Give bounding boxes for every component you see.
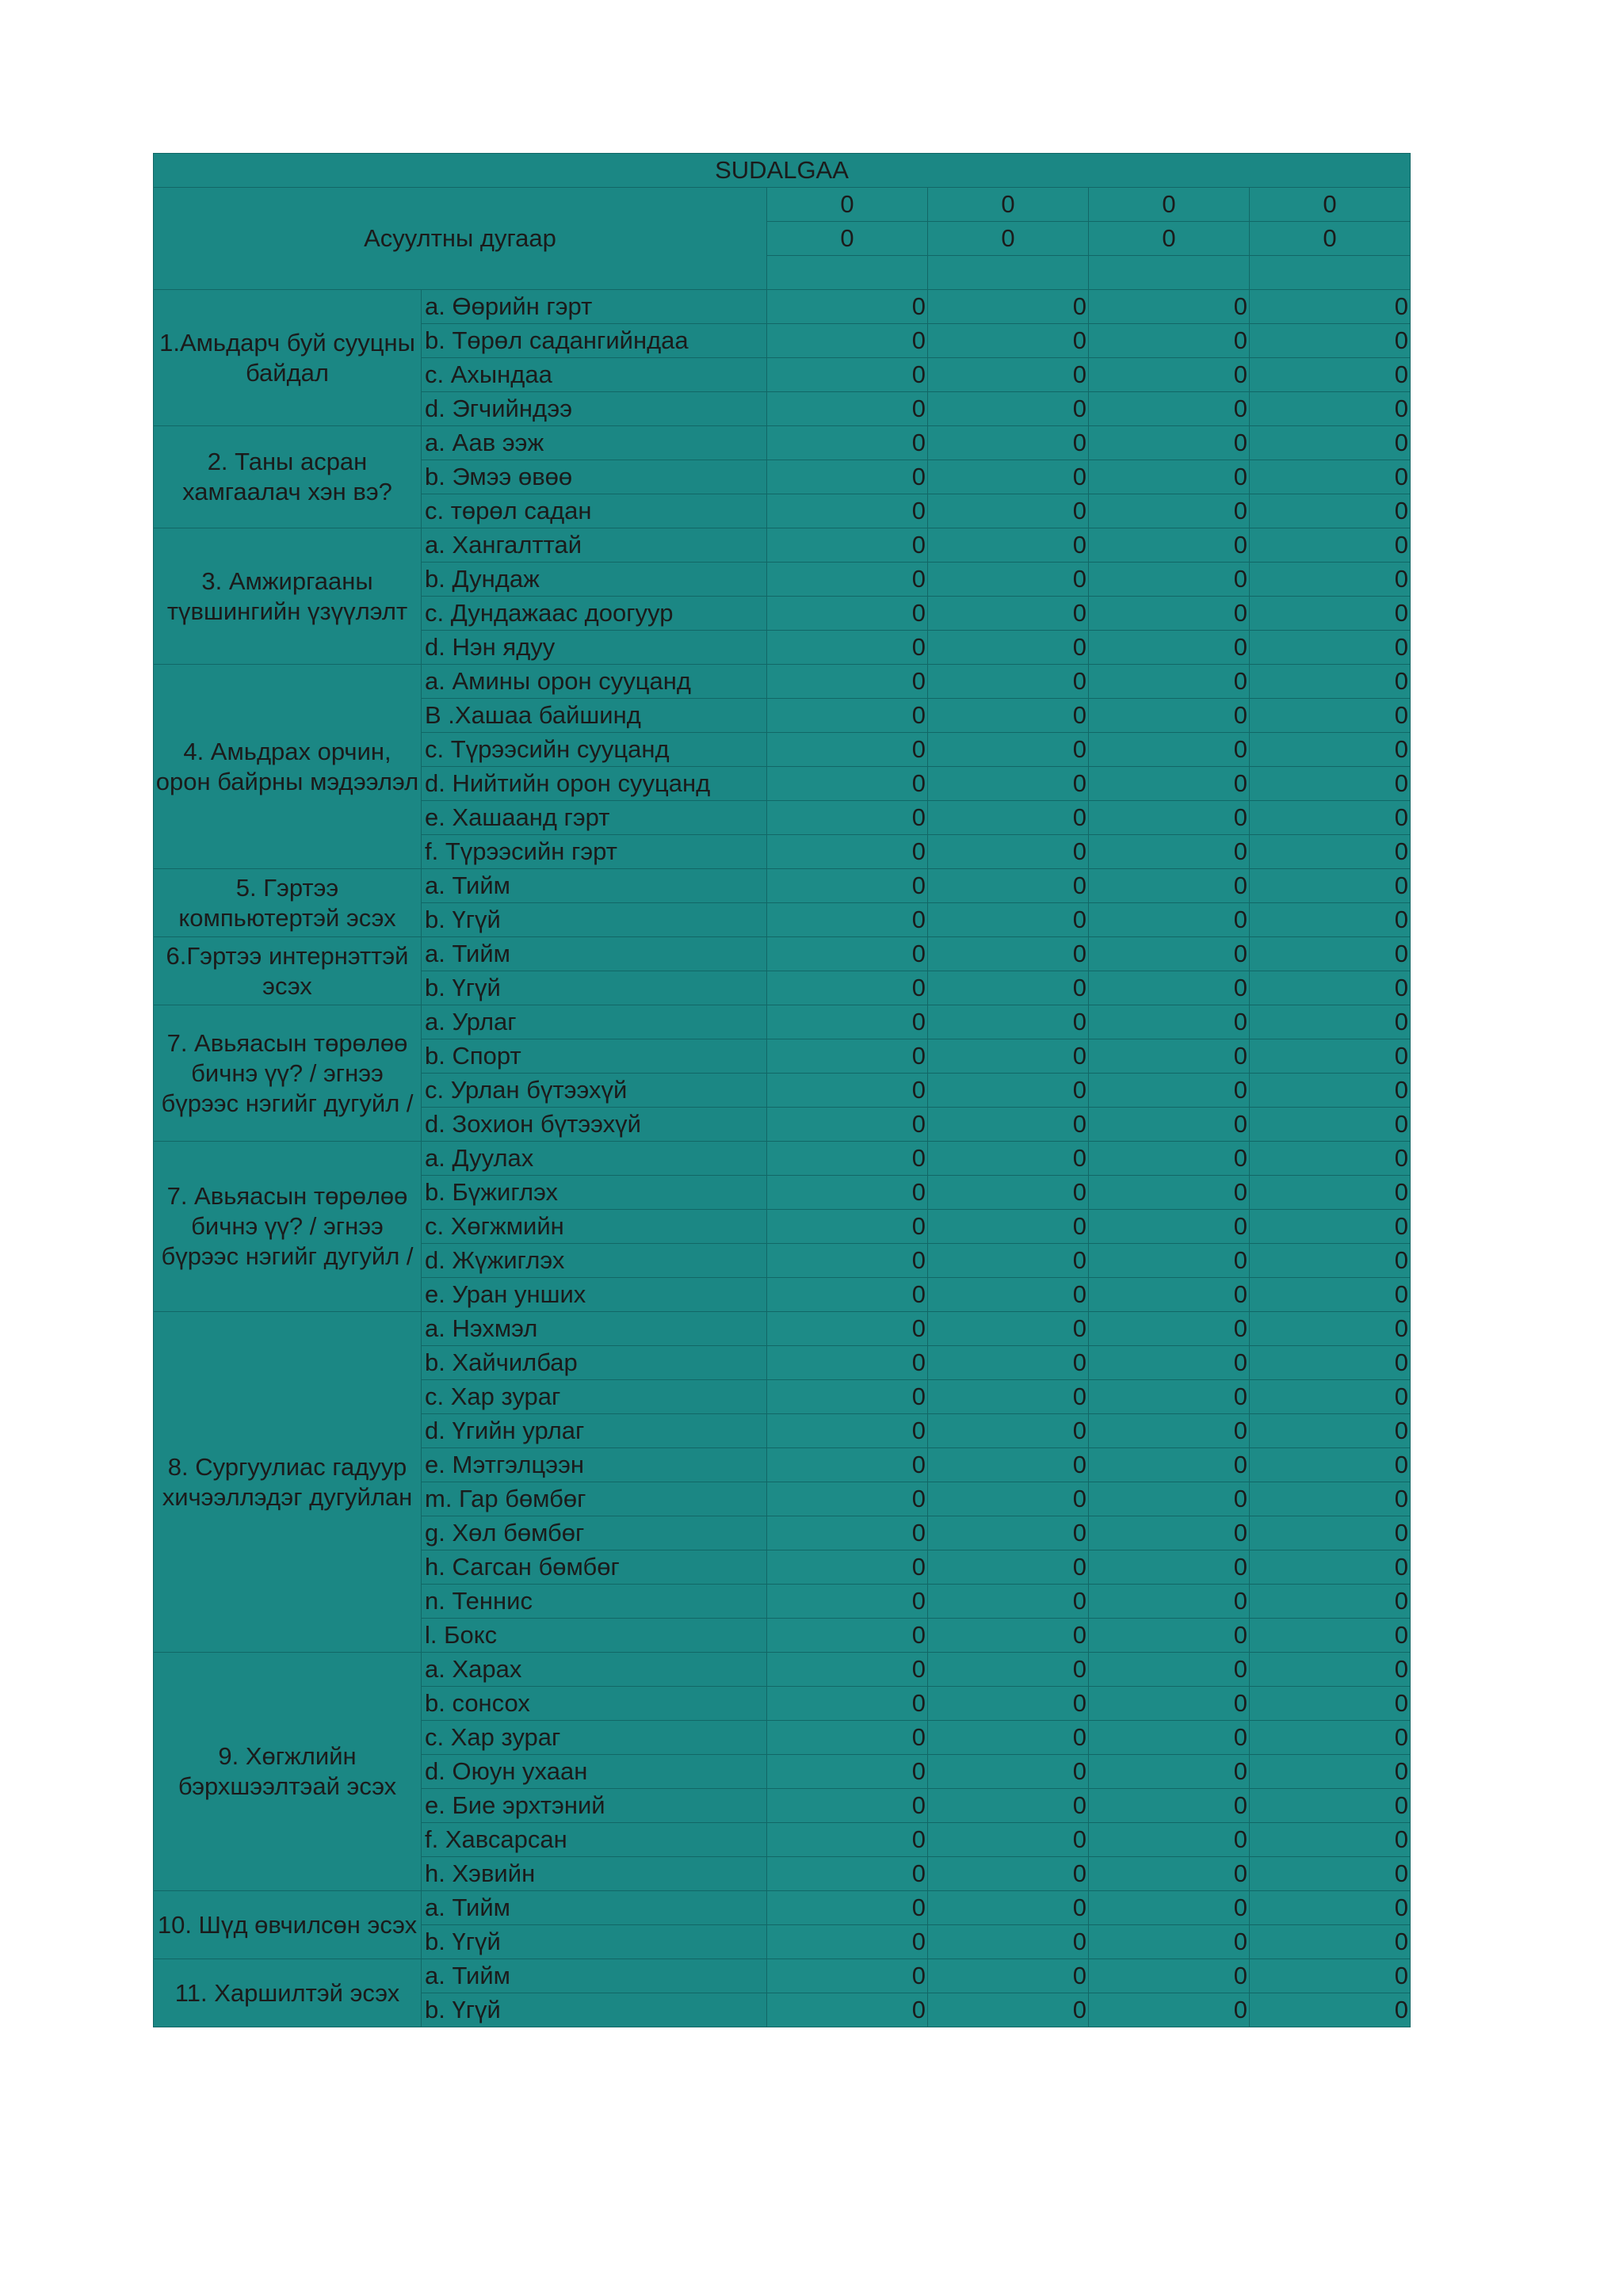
value-cell: 0 [928, 1653, 1089, 1687]
value-cell: 0 [928, 1380, 1089, 1414]
value-cell: 0 [1250, 665, 1411, 699]
value-cell: 0 [928, 1755, 1089, 1789]
value-cell: 0 [767, 1482, 928, 1516]
value-cell: 0 [1089, 1687, 1250, 1721]
question-label: 11. Харшилтэй эсэх [154, 1959, 422, 2027]
value-cell: 0 [767, 1005, 928, 1039]
value-cell: 0 [1250, 971, 1411, 1005]
header-cell [1089, 256, 1250, 290]
option-label: d. Үгийн урлаг [422, 1414, 767, 1448]
value-cell: 0 [1250, 1823, 1411, 1857]
value-cell: 0 [1089, 835, 1250, 869]
value-cell: 0 [767, 1823, 928, 1857]
value-cell: 0 [1089, 528, 1250, 563]
value-cell: 0 [1250, 937, 1411, 971]
question-label: 7. Авьяасын төрөлөө бичнэ үү? / эгнээ бүрээс нэгийг дугуйл / [154, 1142, 422, 1312]
option-label: a. Тийм [422, 937, 767, 971]
value-cell: 0 [928, 699, 1089, 733]
question-label: 10. Шүд өвчилсөн эсэх [154, 1891, 422, 1959]
value-cell: 0 [928, 1721, 1089, 1755]
table-row [154, 1959, 1411, 1993]
option-label: a. Харах [422, 1653, 767, 1687]
value-cell: 0 [767, 1108, 928, 1142]
value-cell: 0 [767, 1278, 928, 1312]
value-cell: 0 [1089, 801, 1250, 835]
option-label: d. Зохион бүтээхүй [422, 1108, 767, 1142]
option-label: d. Нэн ядуу [422, 631, 767, 665]
value-cell: 0 [767, 1039, 928, 1074]
value-cell: 0 [928, 597, 1089, 631]
value-cell: 0 [1250, 1993, 1411, 2027]
value-cell: 0 [767, 1959, 928, 1993]
option-label: m. Гар бөмбөг [422, 1482, 767, 1516]
value-cell: 0 [928, 1789, 1089, 1823]
option-label: a. Тийм [422, 1891, 767, 1925]
value-cell: 0 [767, 903, 928, 937]
value-cell: 0 [928, 1925, 1089, 1959]
value-cell: 0 [767, 1244, 928, 1278]
value-cell: 0 [767, 767, 928, 801]
value-cell: 0 [928, 937, 1089, 971]
value-cell: 0 [1089, 1074, 1250, 1108]
value-cell: 0 [1089, 1516, 1250, 1550]
value-cell: 0 [1089, 733, 1250, 767]
value-cell: 0 [1089, 1925, 1250, 1959]
header-row-1 [154, 188, 1411, 222]
question-label: 7. Авьяасын төрөлөө бичнэ үү? / эгнээ бүрээс нэгийг дугуйл / [154, 1005, 422, 1142]
value-cell: 0 [767, 1619, 928, 1653]
value-cell: 0 [767, 1142, 928, 1176]
option-label: d. Нийтийн орон сууцанд [422, 767, 767, 801]
value-cell: 0 [1250, 1482, 1411, 1516]
option-label: a. Тийм [422, 1959, 767, 1993]
sheet-title: SUDALGAA [154, 154, 1411, 188]
option-label: f. Түрээсийн гэрт [422, 835, 767, 869]
value-cell: 0 [1250, 1687, 1411, 1721]
value-cell: 0 [767, 1448, 928, 1482]
value-cell: 0 [1250, 1414, 1411, 1448]
value-cell: 0 [767, 1925, 928, 1959]
table-row [154, 1653, 1411, 1687]
question-number-header: Асуултны дугаар [154, 188, 767, 290]
value-cell: 0 [928, 1312, 1089, 1346]
value-cell: 0 [1089, 1891, 1250, 1925]
value-cell: 0 [767, 324, 928, 358]
option-label: b. Хайчилбар [422, 1346, 767, 1380]
value-cell: 0 [1250, 1176, 1411, 1210]
value-cell: 0 [1250, 392, 1411, 426]
option-label: h. Сагсан бөмбөг [422, 1550, 767, 1585]
value-cell: 0 [928, 1891, 1089, 1925]
value-cell: 0 [767, 971, 928, 1005]
value-cell: 0 [928, 358, 1089, 392]
option-label: c. Түрээсийн сууцанд [422, 733, 767, 767]
option-label: b. Бүжиглэх [422, 1176, 767, 1210]
value-cell: 0 [1250, 1721, 1411, 1755]
option-label: c. Хөгжмийн [422, 1210, 767, 1244]
option-label: a. Хангалттай [422, 528, 767, 563]
value-cell: 0 [767, 733, 928, 767]
value-cell: 0 [928, 1039, 1089, 1074]
value-cell: 0 [767, 1993, 928, 2027]
table-row [154, 1142, 1411, 1176]
value-cell: 0 [1089, 1210, 1250, 1244]
value-cell: 0 [928, 1448, 1089, 1482]
value-cell: 0 [1250, 358, 1411, 392]
value-cell: 0 [928, 460, 1089, 494]
value-cell: 0 [1089, 937, 1250, 971]
value-cell: 0 [1089, 426, 1250, 460]
value-cell: 0 [767, 1789, 928, 1823]
value-cell: 0 [767, 801, 928, 835]
header-cell: 0 [767, 188, 928, 222]
value-cell: 0 [928, 767, 1089, 801]
option-label: c. Хар зураг [422, 1380, 767, 1414]
value-cell: 0 [767, 528, 928, 563]
table-row [154, 1312, 1411, 1346]
value-cell: 0 [1250, 1346, 1411, 1380]
header-cell [767, 256, 928, 290]
value-cell: 0 [1250, 835, 1411, 869]
option-label: f. Хавсарсан [422, 1823, 767, 1857]
value-cell: 0 [767, 1414, 928, 1448]
option-label: b. Дундаж [422, 563, 767, 597]
value-cell: 0 [928, 1278, 1089, 1312]
value-cell: 0 [1089, 1755, 1250, 1789]
value-cell: 0 [1250, 1653, 1411, 1687]
value-cell: 0 [1250, 324, 1411, 358]
value-cell: 0 [767, 1312, 928, 1346]
value-cell: 0 [767, 1516, 928, 1550]
value-cell: 0 [928, 1210, 1089, 1244]
value-cell: 0 [1089, 494, 1250, 528]
value-cell: 0 [1250, 1925, 1411, 1959]
value-cell: 0 [1250, 1005, 1411, 1039]
table-row [154, 1005, 1411, 1039]
value-cell: 0 [1250, 1278, 1411, 1312]
option-label: l. Бокс [422, 1619, 767, 1653]
option-label: e. Бие эрхтэний [422, 1789, 767, 1823]
header-cell: 0 [1250, 222, 1411, 256]
option-label: a. Дуулах [422, 1142, 767, 1176]
value-cell: 0 [928, 1482, 1089, 1516]
value-cell: 0 [1089, 631, 1250, 665]
option-label: b. Үгүй [422, 1993, 767, 2027]
option-label: b. Спорт [422, 1039, 767, 1074]
question-label: 4. Амьдрах орчин, орон байрны мэдээлэл [154, 665, 422, 869]
value-cell: 0 [1089, 563, 1250, 597]
value-cell: 0 [1089, 869, 1250, 903]
value-cell: 0 [767, 426, 928, 460]
value-cell: 0 [767, 1653, 928, 1687]
value-cell: 0 [1250, 1244, 1411, 1278]
header-cell: 0 [928, 222, 1089, 256]
option-label: e. Хашаанд гэрт [422, 801, 767, 835]
question-label: 3. Амжиргааны түвшингийн үзүүлэлт [154, 528, 422, 665]
value-cell: 0 [767, 631, 928, 665]
value-cell: 0 [767, 1380, 928, 1414]
value-cell: 0 [1250, 1789, 1411, 1823]
value-cell: 0 [1089, 1823, 1250, 1857]
value-cell: 0 [767, 494, 928, 528]
value-cell: 0 [928, 1176, 1089, 1210]
value-cell: 0 [767, 1687, 928, 1721]
value-cell: 0 [1089, 1789, 1250, 1823]
value-cell: 0 [1089, 1653, 1250, 1687]
value-cell: 0 [1089, 1550, 1250, 1585]
value-cell: 0 [928, 1993, 1089, 2027]
option-label: b. Үгүй [422, 971, 767, 1005]
value-cell: 0 [1089, 1346, 1250, 1380]
value-cell: 0 [767, 290, 928, 324]
value-cell: 0 [1250, 1142, 1411, 1176]
value-cell: 0 [928, 1550, 1089, 1585]
value-cell: 0 [1250, 733, 1411, 767]
value-cell: 0 [1089, 324, 1250, 358]
value-cell: 0 [1250, 1585, 1411, 1619]
table-row [154, 528, 1411, 563]
value-cell: 0 [1089, 1278, 1250, 1312]
value-cell: 0 [767, 1176, 928, 1210]
value-cell: 0 [1089, 392, 1250, 426]
option-label: n. Теннис [422, 1585, 767, 1619]
value-cell: 0 [1089, 358, 1250, 392]
value-cell: 0 [1250, 460, 1411, 494]
value-cell: 0 [1250, 290, 1411, 324]
question-label: 5. Гэртээ компьютертэй эсэх [154, 869, 422, 937]
value-cell: 0 [1250, 1619, 1411, 1653]
option-label: a. Өөрийн гэрт [422, 290, 767, 324]
table-row [154, 665, 1411, 699]
header-cell [1250, 256, 1411, 290]
value-cell: 0 [1089, 597, 1250, 631]
value-cell: 0 [1089, 1619, 1250, 1653]
value-cell: 0 [1089, 699, 1250, 733]
value-cell: 0 [1089, 1108, 1250, 1142]
value-cell: 0 [767, 1550, 928, 1585]
value-cell: 0 [767, 460, 928, 494]
value-cell: 0 [1089, 1857, 1250, 1891]
option-label: b. Эмээ өвөө [422, 460, 767, 494]
value-cell: 0 [928, 563, 1089, 597]
option-label: a. Амины орон сууцанд [422, 665, 767, 699]
value-cell: 0 [1250, 1312, 1411, 1346]
value-cell: 0 [1089, 1380, 1250, 1414]
header-cell: 0 [928, 188, 1089, 222]
value-cell: 0 [1250, 528, 1411, 563]
value-cell: 0 [928, 1857, 1089, 1891]
value-cell: 0 [1089, 767, 1250, 801]
table-row [154, 290, 1411, 324]
survey-table [153, 153, 1411, 2027]
value-cell: 0 [767, 1585, 928, 1619]
header-cell: 0 [767, 222, 928, 256]
value-cell: 0 [1089, 903, 1250, 937]
value-cell: 0 [1250, 1516, 1411, 1550]
value-cell: 0 [1089, 665, 1250, 699]
value-cell: 0 [928, 903, 1089, 937]
value-cell: 0 [1089, 460, 1250, 494]
value-cell: 0 [1089, 1176, 1250, 1210]
value-cell: 0 [928, 971, 1089, 1005]
header-cell: 0 [1089, 222, 1250, 256]
value-cell: 0 [928, 631, 1089, 665]
value-cell: 0 [928, 1414, 1089, 1448]
value-cell: 0 [767, 1210, 928, 1244]
value-cell: 0 [767, 1346, 928, 1380]
question-label: 6.Гэртээ интернэттэй эсэх [154, 937, 422, 1005]
value-cell: 0 [1250, 1755, 1411, 1789]
value-cell: 0 [767, 835, 928, 869]
value-cell: 0 [1250, 1074, 1411, 1108]
value-cell: 0 [928, 1074, 1089, 1108]
value-cell: 0 [928, 801, 1089, 835]
value-cell: 0 [767, 869, 928, 903]
value-cell: 0 [928, 1619, 1089, 1653]
option-label: c. Ахындаа [422, 358, 767, 392]
value-cell: 0 [1089, 1721, 1250, 1755]
value-cell: 0 [1089, 1959, 1250, 1993]
option-label: c. Хар зураг [422, 1721, 767, 1755]
option-label: d. Жүжиглэх [422, 1244, 767, 1278]
value-cell: 0 [1089, 1312, 1250, 1346]
value-cell: 0 [1089, 1142, 1250, 1176]
value-cell: 0 [1089, 290, 1250, 324]
option-label: d. Эгчийндээ [422, 392, 767, 426]
value-cell: 0 [1250, 426, 1411, 460]
value-cell: 0 [928, 665, 1089, 699]
value-cell: 0 [928, 1516, 1089, 1550]
value-cell: 0 [767, 1891, 928, 1925]
option-label: c. Дундажаас доогуур [422, 597, 767, 631]
header-cell [928, 256, 1089, 290]
option-label: a. Урлаг [422, 1005, 767, 1039]
table-row [154, 426, 1411, 460]
header-cell: 0 [1250, 188, 1411, 222]
value-cell: 0 [928, 528, 1089, 563]
value-cell: 0 [1250, 1550, 1411, 1585]
value-cell: 0 [767, 1755, 928, 1789]
question-label: 2. Таны асран хамгаалач хэн вэ? [154, 426, 422, 528]
option-label: b. сонсох [422, 1687, 767, 1721]
value-cell: 0 [1250, 1210, 1411, 1244]
option-label: c. Урлан бүтээхүй [422, 1074, 767, 1108]
value-cell: 0 [928, 869, 1089, 903]
value-cell: 0 [928, 1959, 1089, 1993]
value-cell: 0 [1250, 1857, 1411, 1891]
value-cell: 0 [767, 597, 928, 631]
value-cell: 0 [928, 324, 1089, 358]
value-cell: 0 [1250, 1891, 1411, 1925]
value-cell: 0 [767, 392, 928, 426]
value-cell: 0 [1250, 1108, 1411, 1142]
table-row [154, 937, 1411, 971]
value-cell: 0 [1089, 1005, 1250, 1039]
value-cell: 0 [1250, 494, 1411, 528]
value-cell: 0 [1089, 1244, 1250, 1278]
option-label: e. Мэтгэлцээн [422, 1448, 767, 1482]
value-cell: 0 [1250, 869, 1411, 903]
option-label: a. Тийм [422, 869, 767, 903]
value-cell: 0 [1089, 1039, 1250, 1074]
value-cell: 0 [1250, 801, 1411, 835]
value-cell: 0 [928, 1585, 1089, 1619]
option-label: b. Үгүй [422, 1925, 767, 1959]
value-cell: 0 [767, 1857, 928, 1891]
option-label: b. Үгүй [422, 903, 767, 937]
option-label: h. Хэвийн [422, 1857, 767, 1891]
value-cell: 0 [1089, 1585, 1250, 1619]
value-cell: 0 [928, 1346, 1089, 1380]
value-cell: 0 [928, 1823, 1089, 1857]
value-cell: 0 [1089, 1448, 1250, 1482]
option-label: a. Нэхмэл [422, 1312, 767, 1346]
value-cell: 0 [928, 392, 1089, 426]
value-cell: 0 [1250, 767, 1411, 801]
value-cell: 0 [928, 1244, 1089, 1278]
option-label: g. Хөл бөмбөг [422, 1516, 767, 1550]
value-cell: 0 [928, 290, 1089, 324]
value-cell: 0 [767, 1074, 928, 1108]
value-cell: 0 [928, 494, 1089, 528]
value-cell: 0 [1089, 1993, 1250, 2027]
value-cell: 0 [1089, 1482, 1250, 1516]
value-cell: 0 [767, 358, 928, 392]
value-cell: 0 [767, 1721, 928, 1755]
value-cell: 0 [1089, 971, 1250, 1005]
value-cell: 0 [928, 426, 1089, 460]
value-cell: 0 [928, 1005, 1089, 1039]
value-cell: 0 [1250, 1380, 1411, 1414]
question-label: 8. Сургуулиас гадуур хичээллэдэг дугуйлан [154, 1312, 422, 1653]
question-label: 1.Амьдарч буй сууцны байдал [154, 290, 422, 426]
value-cell: 0 [1250, 903, 1411, 937]
value-cell: 0 [1250, 631, 1411, 665]
table-row [154, 1891, 1411, 1925]
value-cell: 0 [1250, 1959, 1411, 1993]
value-cell: 0 [928, 733, 1089, 767]
value-cell: 0 [928, 1108, 1089, 1142]
value-cell: 0 [928, 1142, 1089, 1176]
option-label: a. Аав ээж [422, 426, 767, 460]
question-label: 9. Хөгжлийн бэрхшээлтэай эсэх [154, 1653, 422, 1891]
value-cell: 0 [928, 835, 1089, 869]
header-cell: 0 [1089, 188, 1250, 222]
title-row [154, 154, 1411, 188]
option-label: B .Хашаа байшинд [422, 699, 767, 733]
option-label: e. Уран унших [422, 1278, 767, 1312]
value-cell: 0 [1250, 699, 1411, 733]
value-cell: 0 [767, 563, 928, 597]
value-cell: 0 [1250, 1039, 1411, 1074]
value-cell: 0 [1250, 597, 1411, 631]
value-cell: 0 [1089, 1414, 1250, 1448]
option-label: b. Төрөл садангийндаа [422, 324, 767, 358]
value-cell: 0 [1250, 1448, 1411, 1482]
value-cell: 0 [767, 665, 928, 699]
option-label: d. Оюун ухаан [422, 1755, 767, 1789]
option-label: c. төрөл садан [422, 494, 767, 528]
value-cell: 0 [928, 1687, 1089, 1721]
table-row [154, 869, 1411, 903]
value-cell: 0 [1250, 563, 1411, 597]
value-cell: 0 [767, 937, 928, 971]
value-cell: 0 [767, 699, 928, 733]
